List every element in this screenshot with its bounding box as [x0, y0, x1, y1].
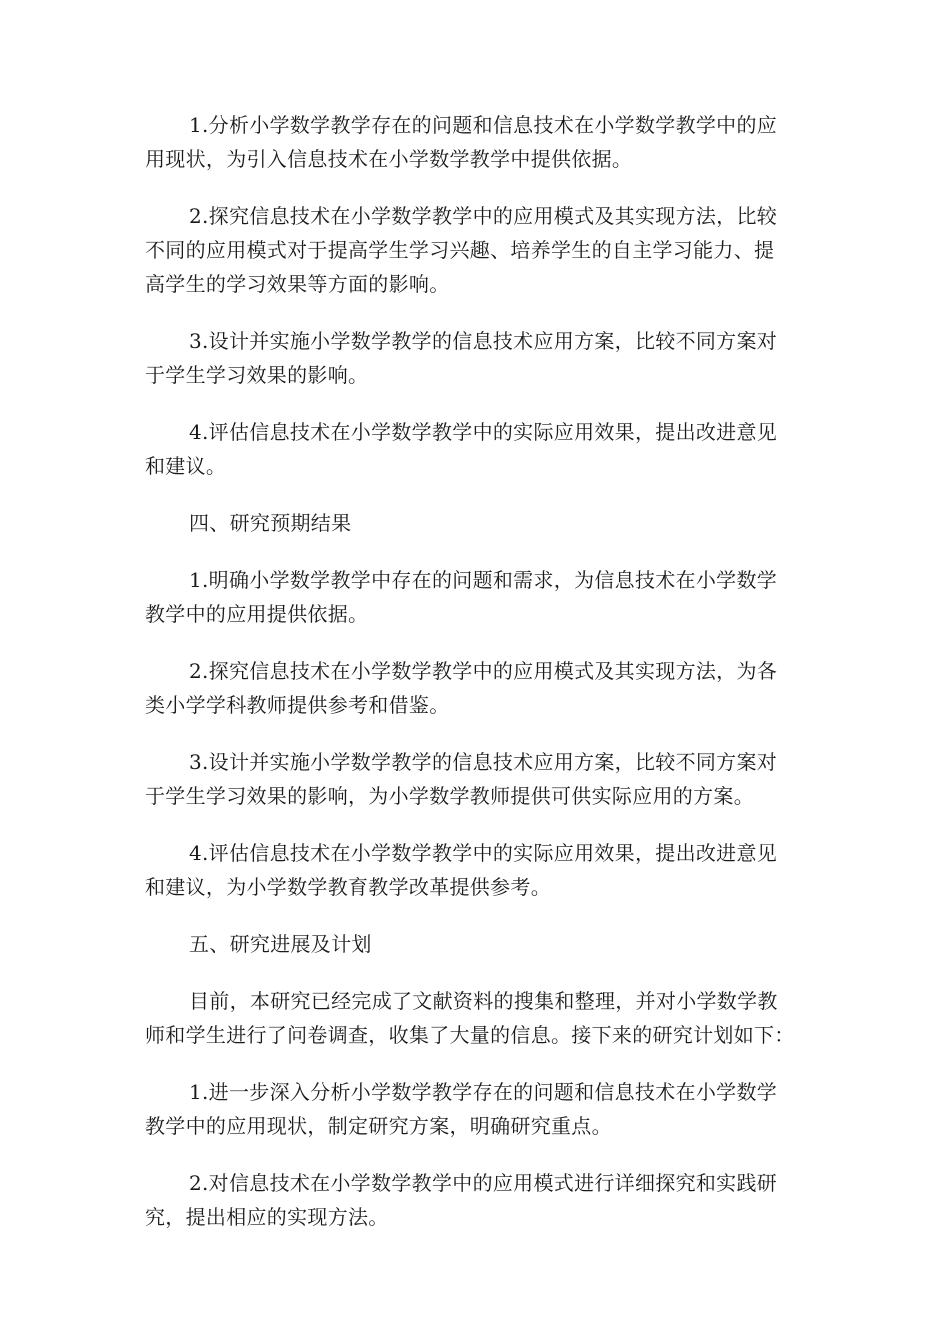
expected-result-1-paragraph: 1.明确小学数学教学中存在的问题和需求，为信息技术在小学数学 教学中的应用提供依据。 [145, 568, 778, 626]
objective-2-paragraph: 2.探究信息技术在小学数学教学中的应用模式及其实现方法，比较 不同的应用模式对于提高学生学习兴趣、培养学生的自主学习能力、提 高学生的学习效果等方面的影响。 [145, 204, 778, 296]
expected-result-2-paragraph: 2.探究信息技术在小学数学教学中的应用模式及其实现方法，为各 类小学学科教师提供参考和借鉴。 [145, 659, 778, 717]
plan-1-paragraph: 1.进一步深入分析小学数学教学存在的问题和信息技术在小学数学 教学中的应用现状，制定研究方案，明确研究重点。 [145, 1080, 778, 1138]
objective-3-paragraph: 3.设计并实施小学数学教学的信息技术应用方案，比较不同方案对 于学生学习效果的影响。 [145, 329, 778, 387]
progress-intro-paragraph: 目前，本研究已经完成了文献资料的搜集和整理，并对小学数学教 师和学生进行了问卷调查，收集了大量的信息。接下来的研究计划如下： [145, 989, 795, 1047]
document-body [145, 108, 805, 1257]
expected-result-3-paragraph: 3.设计并实施小学数学教学的信息技术应用方案，比较不同方案对 于学生学习效果的影响，为小学数学教师提供可供实际应用的方案。 [145, 750, 778, 808]
objective-4-paragraph: 4.评估信息技术在小学数学教学中的实际应用效果，提出改进意见 和建议。 [145, 420, 778, 478]
expected-result-4-paragraph: 4.评估信息技术在小学数学教学中的实际应用效果，提出改进意见 和建议，为小学数学教育教学改革提供参考。 [145, 841, 778, 899]
objective-1-paragraph: 1.分析小学数学教学存在的问题和信息技术在小学数学教学中的应 用现状，为引入信息技术在小学数学教学中提供依据。 [145, 113, 778, 171]
section-heading-expected-results: 四、研究预期结果 [189, 511, 352, 535]
section-heading-progress-plan: 五、研究进展及计划 [189, 932, 372, 956]
plan-2-paragraph: 2.对信息技术在小学数学教学中的应用模式进行详细探究和实践研 究，提出相应的实现方法。 [145, 1171, 778, 1229]
